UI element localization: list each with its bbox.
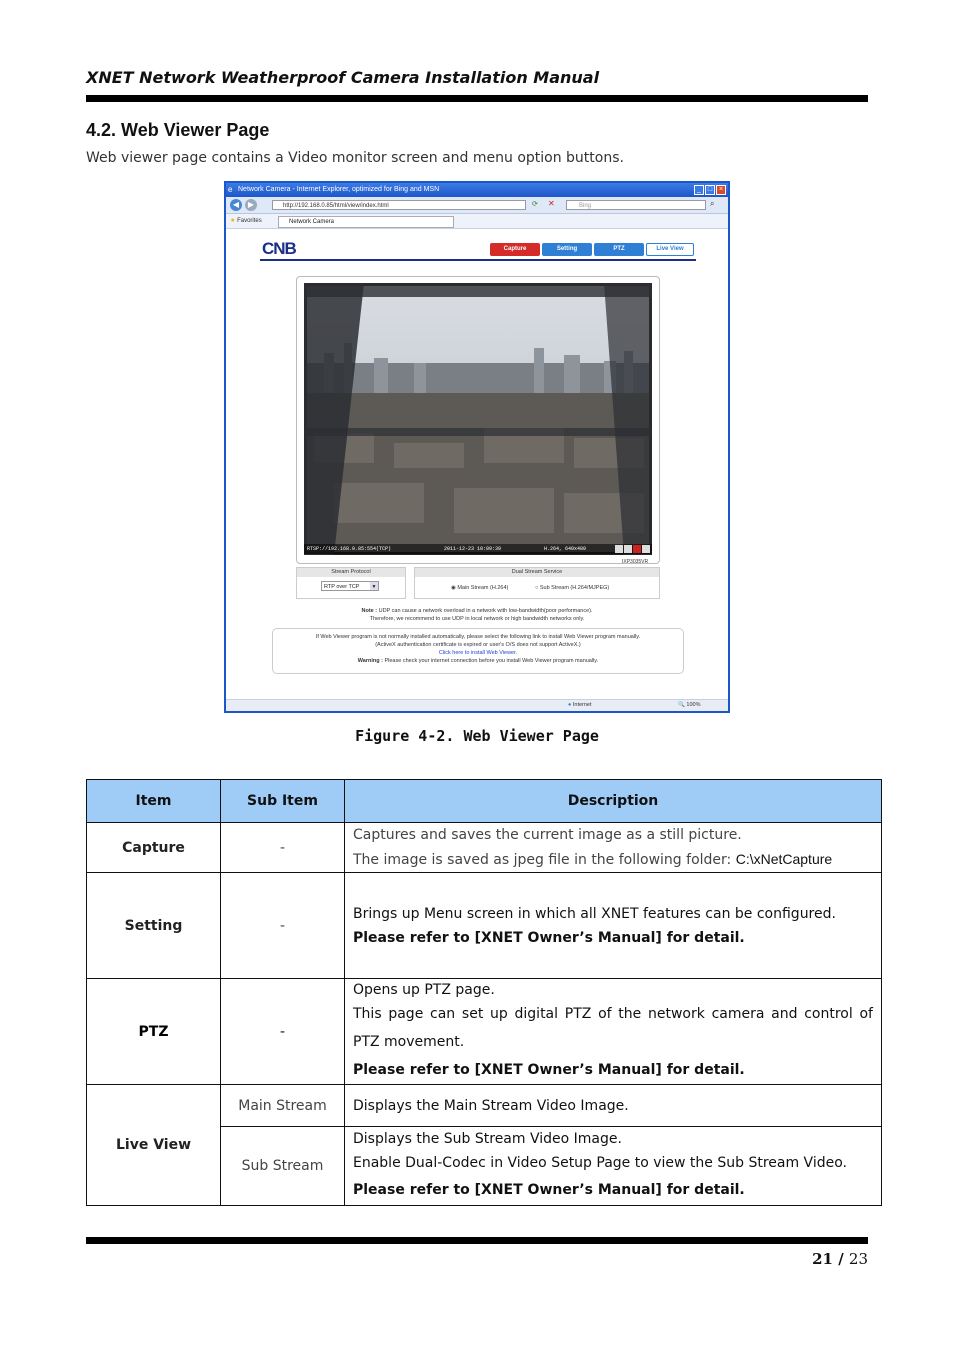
zoom-value: 100% [686, 702, 701, 708]
browser-address-bar [226, 197, 728, 214]
footer-rule [86, 1237, 868, 1244]
stream-protocol-value: RTP over TCP [324, 584, 360, 590]
figure-caption: Figure 4-2. Web Viewer Page [355, 727, 599, 745]
refresh-icon[interactable]: ⟳ [532, 201, 538, 208]
browser-tab[interactable]: Network Camera [278, 216, 454, 228]
ptz-label: PTZ [613, 246, 625, 252]
snapshot-icon[interactable] [615, 545, 623, 553]
item-live-view: Live View [87, 1085, 221, 1206]
feature-table [86, 779, 882, 1206]
capture-button[interactable] [490, 243, 540, 256]
dual-stream-box [414, 567, 660, 599]
logo-rule [260, 259, 696, 261]
capture-folder-path: C:\xNetCapture [735, 851, 833, 867]
cnb-logo: CNB [262, 239, 296, 258]
header-sub-item: Sub Item [221, 780, 345, 823]
table-header-row [87, 780, 882, 823]
table-row [87, 1085, 882, 1127]
record-icon[interactable] [633, 545, 641, 553]
sub-stream-line1: Displays the Sub Stream Video Image. [353, 1131, 622, 1147]
note-prefix: Note : [361, 608, 379, 614]
back-icon[interactable]: ◀ [230, 199, 242, 211]
dual-stream-label: Dual Stream Service [415, 568, 659, 577]
video-stream-url: RTSP://192.168.0.85:554(TCP) [307, 546, 392, 552]
install-line1: If Web Viewer program is not normally installed automatically, please select the following link to install Web Viewer program manually. [315, 634, 641, 640]
install-info-box [272, 628, 684, 674]
main-stream-radio[interactable]: ◉ Main Stream (H.264) [451, 585, 509, 591]
item-ptz: PTZ [87, 979, 221, 1085]
sub-stream-option-label: Sub Stream (H.264/MJPEG) [539, 585, 610, 591]
stream-protocol-box [296, 567, 406, 599]
capture-line1: Captures and saves the current image as a still picture. [353, 827, 742, 843]
desc-sub-stream [345, 1127, 882, 1206]
header-rule [86, 95, 868, 102]
note-text: UDP can cause a network overload in a network with low-bandwidth(poor performance). [378, 608, 593, 614]
udp-note [226, 607, 728, 623]
fullscreen-icon[interactable] [642, 545, 650, 553]
setting-label: Setting [556, 246, 578, 252]
sub-stream-line2: Enable Dual-Codec in Video Setup Page to view the Sub Stream Video. [353, 1155, 847, 1171]
section-title: 4.2. Web Viewer Page [86, 120, 270, 140]
sub-setting: - [221, 873, 345, 979]
address-input[interactable]: http://192.168.0.85/html/view/index.html [272, 200, 526, 210]
page-number [812, 1250, 868, 1268]
udp-note-line2: Therefore, we recommend to use UDP in local network or high bandwidth networks only. [369, 616, 585, 622]
table-row [87, 873, 882, 979]
live-view-label: Live View [656, 246, 684, 252]
city-view-image [304, 283, 652, 555]
minimize-icon[interactable]: _ [694, 185, 704, 195]
ptz-line3: Please refer to [XNET Owner’s Manual] for detail. [353, 1061, 745, 1078]
favorites-button[interactable] [230, 214, 262, 228]
warning-line [273, 657, 683, 665]
document-header-title: XNET Network Weatherproof Camera Installation Manual [86, 68, 600, 87]
desc-setting [345, 873, 882, 979]
globe-icon: ● [568, 702, 572, 708]
ptz-line1: Opens up PTZ page. [353, 981, 495, 998]
main-stream-option-label: Main Stream (H.264) [457, 585, 509, 591]
warning-prefix: Warning : [357, 658, 385, 664]
move-icon[interactable] [624, 545, 632, 553]
desc-main-stream: Displays the Main Stream Video Image. [345, 1085, 882, 1127]
page-separator: / [832, 1250, 849, 1268]
zoom-level[interactable]: 🔍 100% [678, 702, 701, 708]
video-status-overlay [304, 544, 652, 554]
setting-button[interactable] [542, 243, 592, 256]
close-icon[interactable]: × [716, 185, 726, 195]
web-viewer-screenshot [224, 181, 730, 713]
capture-line2-text: The image is saved as jpeg file in the following folder: [353, 852, 736, 868]
sub-capture: - [221, 823, 345, 873]
stream-protocol-select[interactable] [321, 581, 379, 591]
browser-status-bar [226, 699, 728, 711]
sub-sub-stream: Sub Stream [221, 1127, 345, 1206]
header-description: Description [345, 780, 882, 823]
window-controls [694, 185, 726, 195]
install-info-text [273, 633, 683, 665]
stream-protocol-label: Stream Protocol [297, 568, 405, 577]
item-capture: Capture [87, 823, 221, 873]
sub-stream-radio[interactable]: ○ Sub Stream (H.264/MJPEG) [535, 585, 610, 591]
header-item: Item [87, 780, 221, 823]
forward-icon[interactable]: ▶ [245, 199, 257, 211]
browser-tab-bar [226, 214, 728, 229]
video-monitor [304, 283, 652, 555]
capture-line2 [353, 847, 873, 872]
sub-main-stream: Main Stream [221, 1085, 345, 1127]
ptz-button[interactable] [594, 243, 644, 256]
browser-window-title: Network Camera - Internet Explorer, optimized for Bing and MSN [238, 186, 440, 193]
table-row [87, 823, 882, 873]
item-setting: Setting [87, 873, 221, 979]
search-input[interactable]: Bing [566, 200, 706, 210]
udp-note-line1 [226, 607, 728, 615]
setting-line1: Brings up Menu screen in which all XNET features can be configured. [353, 905, 836, 922]
camera-model: IXP3035VR [622, 559, 649, 565]
internet-zone [568, 700, 592, 711]
video-timestamp: 2011-12-23 10:09:39 [444, 546, 502, 552]
internet-zone-label: Internet [572, 702, 592, 708]
favorites-label: Favorites [237, 218, 262, 224]
install-web-viewer-link[interactable]: Click here to install Web Viewer. [438, 650, 518, 656]
star-icon: ★ [230, 218, 236, 224]
sub-stream-line3: Please refer to [XNET Owner’s Manual] for detail. [353, 1182, 745, 1198]
ie-logo-icon: e [228, 185, 233, 194]
sub-ptz: - [221, 979, 345, 1085]
maximize-icon[interactable]: □ [705, 185, 715, 195]
search-icon[interactable]: ⌕ [710, 199, 715, 208]
browser-title-bar [226, 183, 728, 197]
video-tool-icons [615, 545, 650, 553]
section-intro: Web viewer page contains a Video monitor screen and menu option buttons. [86, 150, 624, 166]
page-total: 23 [848, 1250, 868, 1268]
live-view-button[interactable] [646, 243, 694, 256]
capture-label: Capture [503, 246, 527, 252]
install-line2: (ActiveX authentication certificate is expired or user's O/S does not support ActiveX.) [375, 642, 581, 648]
desc-capture [345, 823, 882, 873]
video-codec: H.264, 640x480 [544, 546, 587, 552]
stop-icon[interactable]: ✕ [548, 199, 555, 208]
warning-text: Please check your internet connection before you install Web Viewer program manually. [384, 658, 599, 664]
table-row [87, 979, 882, 1085]
chevron-down-icon: ▼ [371, 584, 377, 590]
ptz-line2: This page can set up digital PTZ of the network camera and control of PTZ movement. [353, 1005, 873, 1050]
desc-ptz [345, 979, 882, 1085]
page-current: 21 [812, 1250, 833, 1268]
setting-line2: Please refer to [XNET Owner’s Manual] for detail. [353, 929, 745, 946]
